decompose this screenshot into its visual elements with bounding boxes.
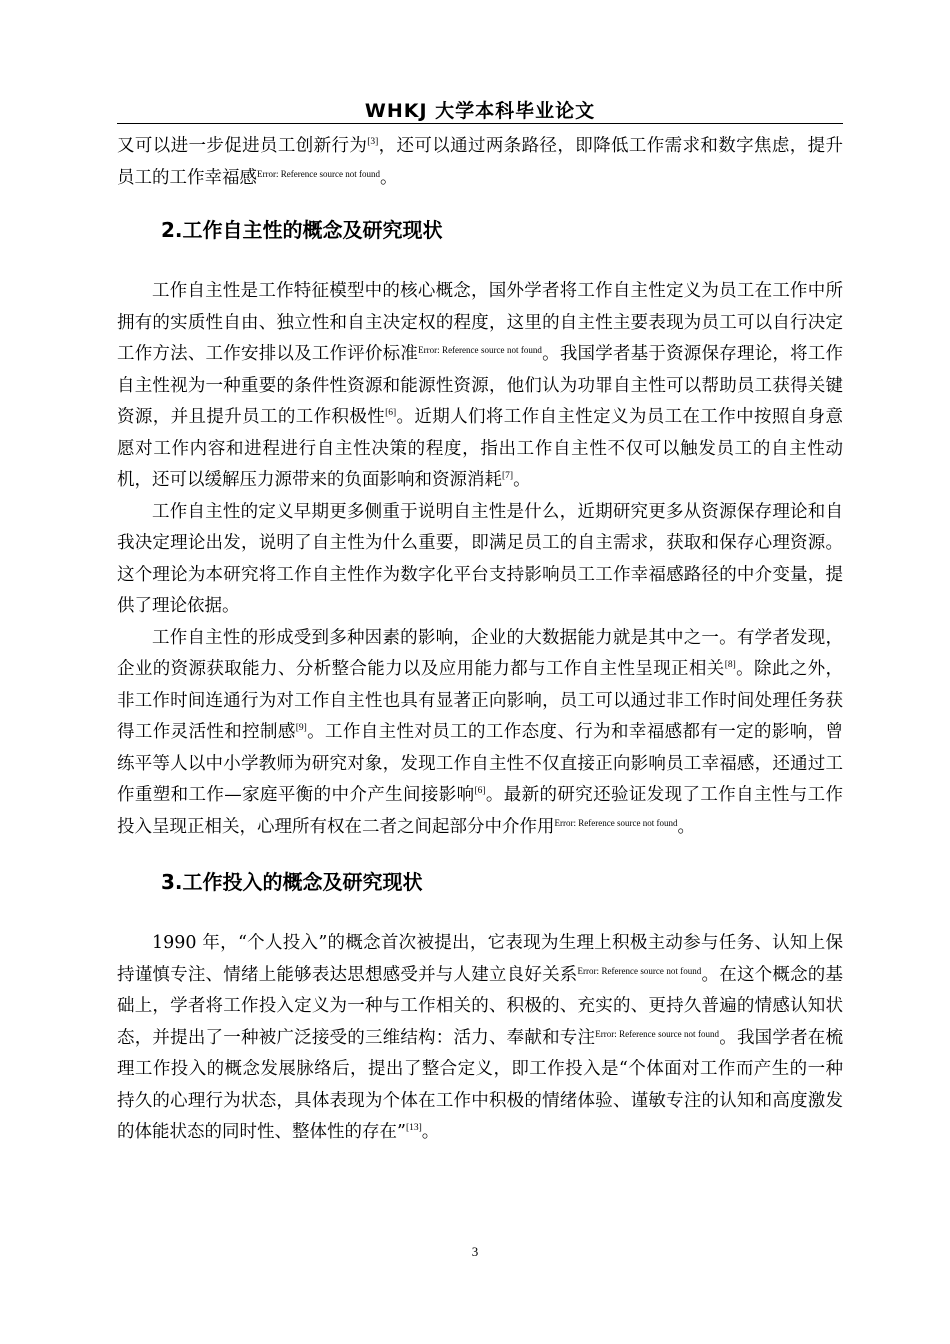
paragraph-engagement-definition [117,928,843,1149]
citation-ref: [7] [502,471,514,481]
reference-error: Error: Reference source not found [595,1028,720,1039]
text-run: 。最新的研究还验证发现了工作自主性与工作投入呈现正相关，心理所有权在二者之间起部分中介作用 [117,785,844,837]
reference-error: Error: Reference source not found [554,817,678,828]
running-header: WHKJ 大学本科毕业论文 [364,100,596,122]
paragraph-autonomy-definition [117,276,843,497]
text-run: 又可以进一步促进员工创新行为 [117,136,368,156]
section-heading-2: 2.工作自主性的概念及研究现状 [161,218,443,242]
text-run: 。我国学者在梳理工作投入的概念发展脉络后，提出了整合定义，即工作投入是“个体面对工作而产生的一种持久的心理行为状态，具体表现为个体在工作中积极的情绪体验、谨敏专注的认知和高度激发的体能状态的同时性、整体性的存在” [117,1027,843,1142]
text-run: 。 [677,816,695,837]
text-run: 。工作自主性对员工的工作态度、行为和幸福感都有一定的影响，曾练平等人以中小学教师为研究对象，发现工作自主性不仅直接正向影响员工幸福感，还通过工作重塑和工作—家庭平衡的中介产生间接影响 [117,722,844,805]
text-run: 。我国学者基于资源保存理论，将工作自主性视为一种重要的条件性资源和能源性资源，他们认为功罪自主性可以帮助员工获得关键资源，并且提升员工的工作积极性 [117,344,844,427]
text-run: 。在这个概念的基础上，学者将工作投入定义为一种与工作相关的、积极的、充实的、更持久普遍的情感认知状态，并提出了一种被广泛接受的三维结构：活力、奉献和专注 [117,964,844,1048]
text-run: 。 [379,167,398,188]
reference-error: Error: Reference source not found [418,345,542,355]
text-run: 。 [421,1122,440,1142]
text-run: 工作自主性是工作特征模型中的核心概念，国外学者将工作自主性定义为员工在工作中所拥有的实质性自由、独立性和自主决定权的程度，这里的自主性主要表现为员工可以自行决定工作方法、工作安排以及工作评价标准 [117,281,843,364]
text-run: ，还可以通过两条路径，即降低工作需求和数字焦虑，提升员工的工作幸福感 [117,136,844,188]
header-rule [117,123,843,124]
section-heading-3: 3.工作投入的概念及研究现状 [161,870,423,894]
text-run: 工作自主性的定义早期更多侧重于说明自主性是什么，近期研究更多从资源保存理论和自我决定理论出发，说明了自主性为什么重要，即满足员工的自主需求，获取和保存心理资源。这个理论为本研究将工作自主性作为数字化平台支持影响员工工作幸福感路径的中介变量，提供了理论依据。 [117,501,843,616]
citation-ref: [6] [385,408,397,418]
document-body [117,131,843,1149]
citation-ref: [8] [724,660,736,670]
text-run: 工作自主性的形成受到多种因素的影响，企业的大数据能力就是其中之一。有学者发现，企业的资源获取能力、分析整合能力以及应用能力都与工作自主性呈现正相关 [117,627,843,679]
text-run: 。除此之外，非工作时间连通行为对工作自主性也具有显著正向影响，员工可以通过非工作时间处理任务获得工作灵活性和控制感 [117,659,844,742]
text-run: 。近期人们将工作自主性定义为员工在工作中按照自身意愿对工作内容和进程进行自主性决策的程度，指出工作自主性不仅可以触发员工的自主性动机，还可以缓解压力源带来的负面影响和资源消耗 [117,407,844,490]
citation-ref: [13] [405,1123,422,1133]
citation-ref: [9] [295,723,307,733]
reference-error: Error: Reference source not found [577,965,702,976]
text-run: 。 [513,470,531,490]
paragraph-autonomy-factors [117,623,843,844]
paragraph-continued [117,131,843,194]
page-number: 3 [471,1244,479,1259]
text-run: 1990 年，“个人投入”的概念首次被提出，它表现为生理上积极主动参与任务、认知上保持谨慎专注、情绪上能够表达思想感受并与人建立良好关系 [117,933,843,985]
citation-ref: [6] [474,786,486,796]
citation-ref: [3] [367,137,379,147]
reference-error: Error: Reference source not found [257,168,380,179]
paragraph-autonomy-theory [117,497,843,623]
